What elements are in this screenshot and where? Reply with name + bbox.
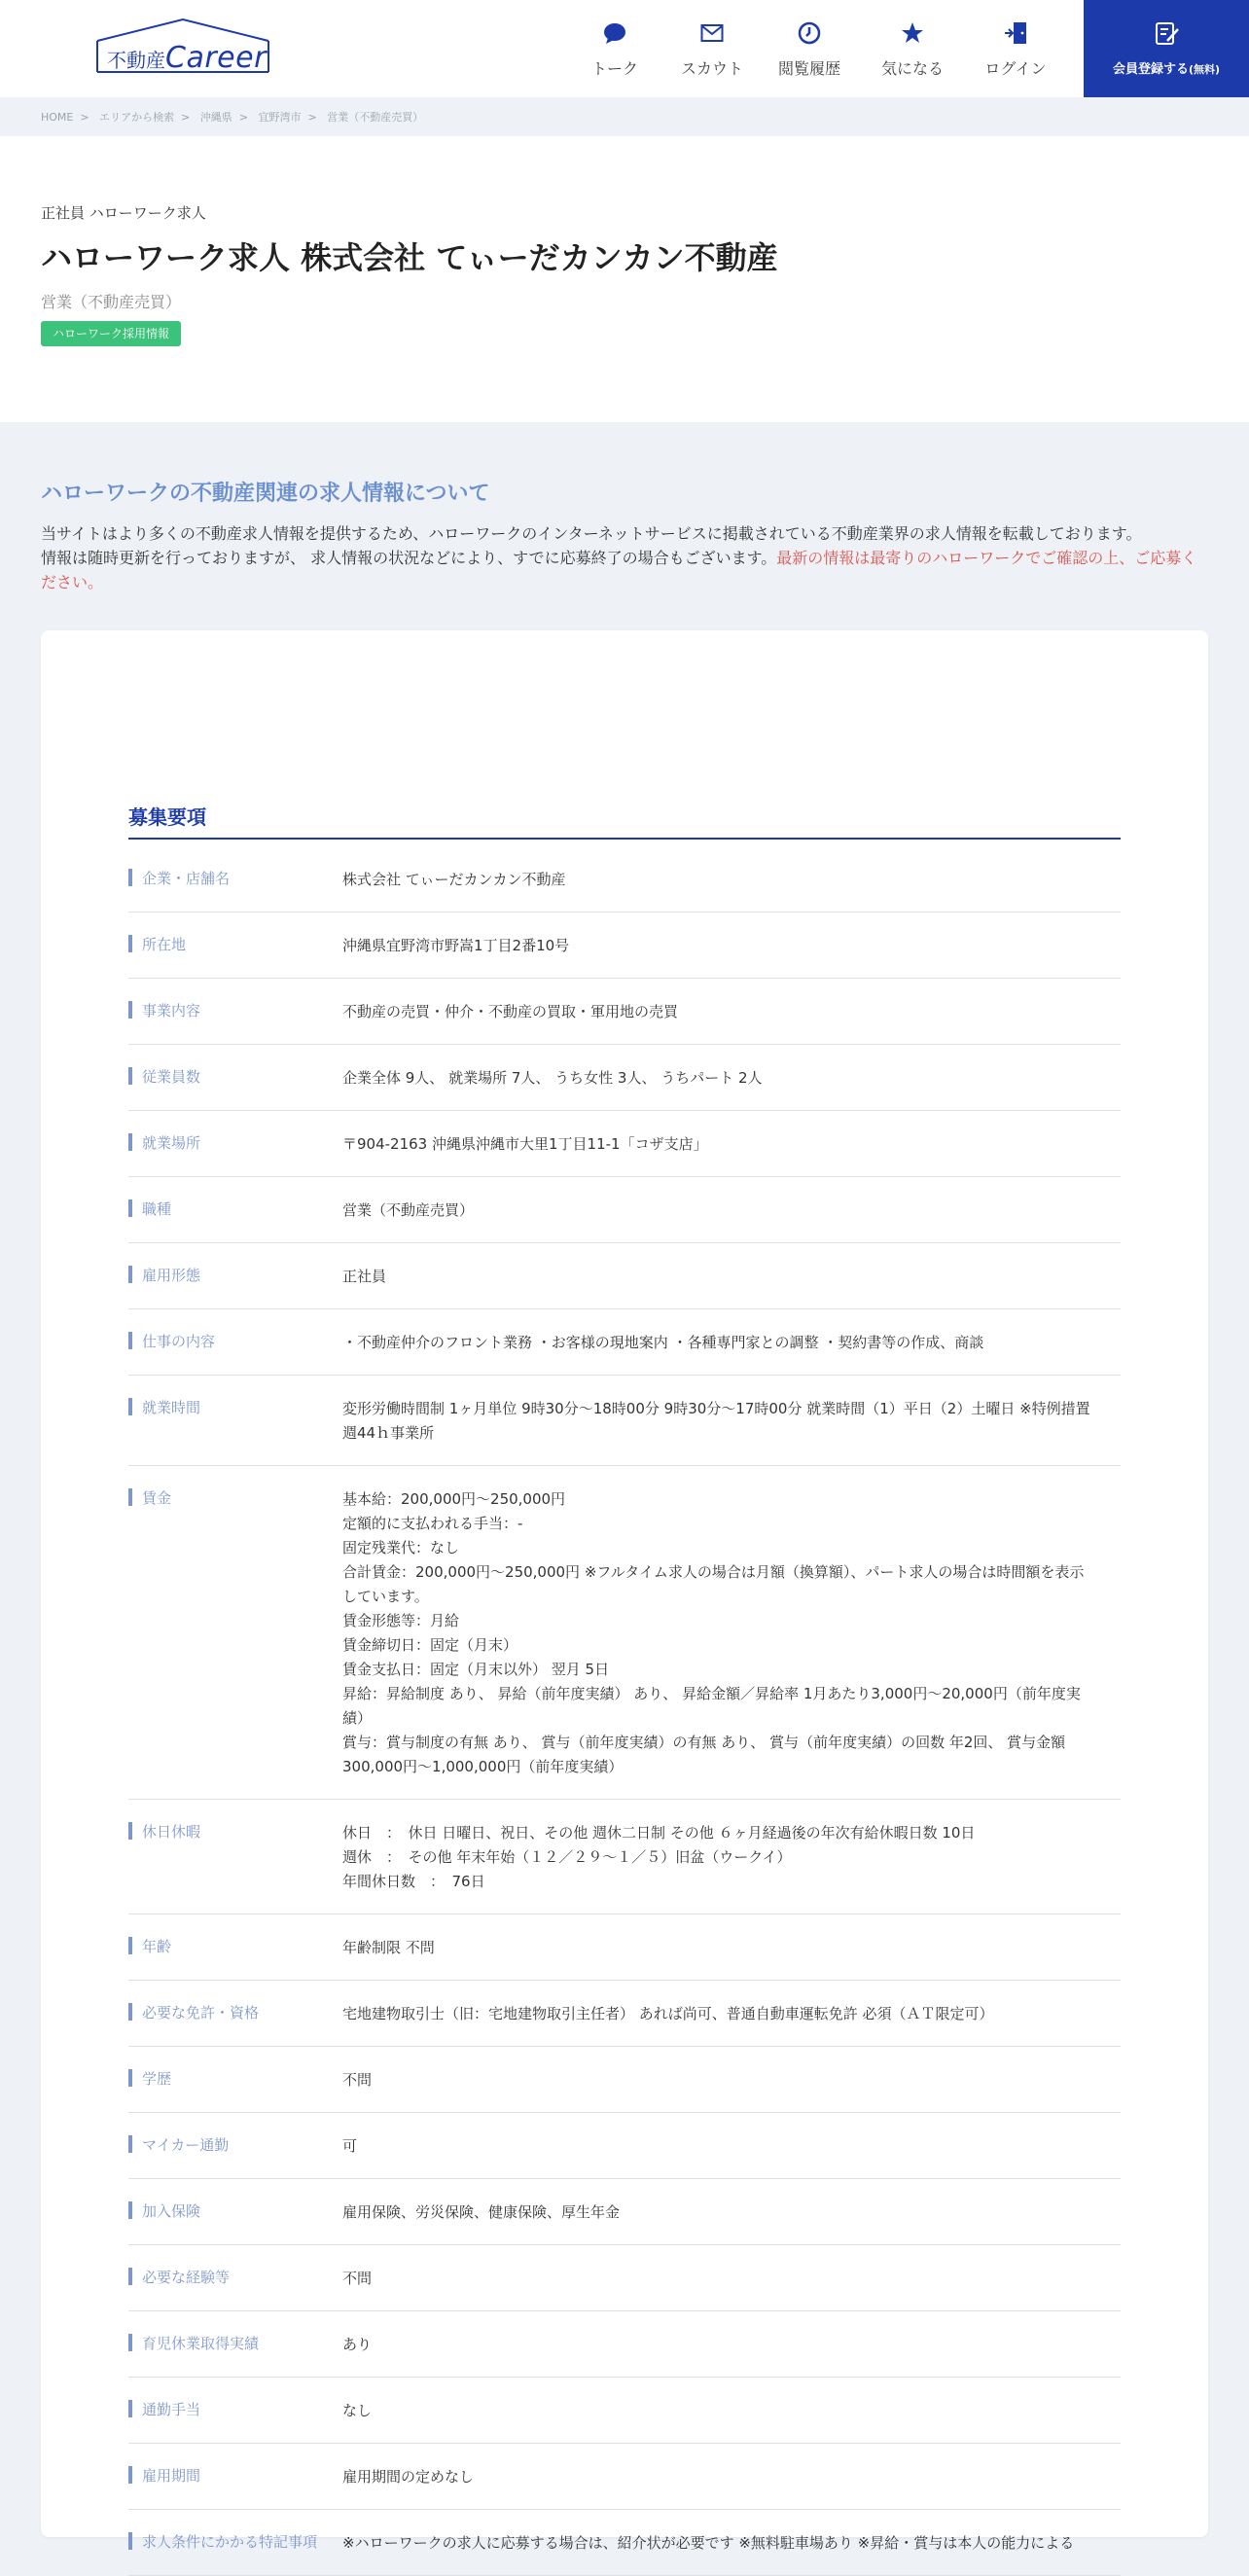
row-value	[342, 1243, 1121, 1308]
row-value	[342, 1981, 1121, 2046]
row-value-line: 基本給：200,000円〜250,000円	[342, 1490, 566, 1508]
nav-scout-label: スカウト	[680, 59, 743, 78]
row-label: 雇用期間	[128, 2465, 200, 2486]
table-row	[128, 2444, 1121, 2510]
row-value-line: 賞与：賞与制度の有無 あり、 賞与（前年度実績）の有無 あり、 賞与（前年度実績）の回数 年2回、 賞与金額 300,000円〜1,000,000円（前年度実績）	[342, 1734, 1066, 1775]
row-label: 年齢	[128, 1936, 171, 1956]
row-value-line: ・不動産仲介のフロント業務 ・お客様の現地案内 ・各種専門家との調整 ・契約書等の作成、商談	[342, 1334, 984, 1351]
row-value-line: 年間休日数 ： 76日	[342, 1873, 485, 1890]
envelope-icon	[700, 21, 724, 45]
row-label: 職種	[128, 1199, 171, 1219]
notice-body	[41, 521, 1208, 594]
row-label: 所在地	[128, 934, 186, 954]
nav-talk-label: トーク	[590, 59, 638, 78]
row-value-line: 雇用保険、労災保険、健康保険、厚生年金	[342, 2203, 621, 2221]
logo-career-text: Career	[165, 41, 267, 75]
table-row	[128, 2510, 1121, 2576]
notice-line-1: 当サイトはより多くの不動産求人情報を提供するため、ハローワークのインターネットサービスに掲載されている不動産業界の求人情報を転載しております。	[41, 524, 1142, 543]
site-header	[0, 0, 1249, 97]
nav-history-label: 閲覧履歴	[777, 59, 840, 78]
breadcrumb-area[interactable]: エリアから検索	[99, 111, 175, 124]
notice-line-2: 情報は随時更新を行っておりますが、 求人情報の状況などにより、すでに応募終了の場合もございます。	[41, 549, 777, 567]
row-value-line: 昇給：昇給制度 あり、 昇給（前年度実績） あり、 昇給金額／昇給率 1月あたり3,000円〜20,000円（前年度実績）	[342, 1685, 1081, 1727]
table-row	[128, 1309, 1121, 1376]
row-value-line: 変形労働時間制 1ヶ月単位 9時30分〜18時00分 9時30分〜17時00分 就業時間（1）平日（2）土曜日 ※特例措置週44ｈ事業所	[342, 1400, 1090, 1442]
table-row	[128, 1466, 1121, 1800]
row-label: 育児休業取得実績	[128, 2333, 259, 2353]
table-row	[128, 2245, 1121, 2311]
row-value-line: 不問	[342, 2270, 373, 2287]
row-value-line: 年齢制限 不問	[342, 1939, 435, 1956]
row-value-line: 賃金形態等：月給	[342, 1612, 460, 1629]
row-label: 休日休暇	[128, 1821, 200, 1842]
nav-scout[interactable]	[663, 0, 761, 97]
requirements-title: 募集要項	[128, 802, 1121, 840]
table-row	[128, 979, 1121, 1045]
row-label: 雇用形態	[128, 1265, 200, 1285]
row-label: 賃金	[128, 1487, 171, 1508]
row-value	[342, 1466, 1121, 1799]
table-row	[128, 2113, 1121, 2179]
breadcrumb-home[interactable]: HOME	[41, 111, 74, 124]
table-row	[128, 2179, 1121, 2245]
job-header	[0, 136, 1249, 422]
row-value	[342, 2245, 1121, 2310]
row-value-line: 不問	[342, 2071, 373, 2089]
row-label: 必要な経験等	[128, 2267, 230, 2287]
row-value-line: 賃金締切日：固定（月末）	[342, 1636, 518, 1654]
job-type: 営業（不動産売買）	[41, 293, 182, 311]
row-value	[342, 2179, 1121, 2244]
row-value-line: 休日 ： 休日 日曜日、祝日、その他 週休二日制 その他 ６ヶ月経過後の年次有給休暇日数 10日	[342, 1824, 976, 1842]
row-label: 仕事の内容	[128, 1331, 215, 1351]
nav-favorites[interactable]	[864, 0, 961, 97]
clock-icon	[798, 21, 821, 45]
breadcrumb-prefecture[interactable]: 沖縄県	[199, 111, 232, 124]
row-value-line: 定額的に支払われる手当：-	[342, 1515, 523, 1532]
edit-document-icon	[1155, 21, 1180, 47]
table-row	[128, 1177, 1121, 1243]
row-label: 就業場所	[128, 1132, 200, 1153]
row-value	[342, 1376, 1121, 1465]
row-value-line: 週休 ： その他 年末年始（１２／２９〜１／５）旧盆（ウークイ）	[342, 1848, 792, 1866]
row-value-line: 正社員	[342, 1268, 387, 1285]
table-row	[128, 1111, 1121, 1177]
table-row	[128, 2378, 1121, 2444]
row-value	[342, 2047, 1121, 2112]
breadcrumb: HOME > エリアから検索 > 沖縄県 > 宜野湾市 > 営業（不動産売買）	[41, 111, 424, 124]
row-value	[342, 1045, 1121, 1110]
row-value-line: ※ハローワークの求人に応募する場合は、紹介状が必要です ※無料駐車場あり ※昇給・賞与は本人の能力による	[342, 2534, 1075, 2552]
row-value	[342, 1800, 1121, 1914]
notice-title: ハローワークの不動産関連の求人情報について	[41, 482, 490, 506]
table-row	[128, 1914, 1121, 1981]
row-value	[342, 1177, 1121, 1242]
row-value	[342, 2510, 1121, 2575]
row-value	[342, 1914, 1121, 1980]
row-value	[342, 846, 1121, 912]
row-value	[342, 2311, 1121, 2377]
table-row	[128, 2311, 1121, 2378]
table-row	[128, 1981, 1121, 2047]
register-button[interactable]	[1084, 0, 1249, 97]
table-row	[128, 1376, 1121, 1466]
table-row	[128, 2047, 1121, 2113]
row-label: 従業員数	[128, 1066, 200, 1087]
row-label: 通勤手当	[128, 2399, 200, 2419]
table-row	[128, 1243, 1121, 1309]
hellowork-badge: ハローワーク採用情報	[41, 321, 181, 346]
row-value-line: 〒904-2163 沖縄県沖縄市大里1丁目11-1「コザ支店」	[342, 1135, 708, 1153]
row-value-line: 固定残業代：なし	[342, 1539, 460, 1556]
row-value-line: 企業全体 9人、 就業場所 7人、 うち女性 3人、 うちパート 2人	[342, 1069, 763, 1087]
row-value-line: 可	[342, 2137, 358, 2155]
nav-login[interactable]	[967, 0, 1064, 97]
requirements-table	[128, 846, 1121, 2576]
chat-bubble-icon	[603, 21, 626, 45]
row-value-line: あり	[342, 2336, 373, 2353]
breadcrumb-city[interactable]: 宜野湾市	[258, 111, 302, 124]
nav-history[interactable]	[761, 0, 858, 97]
row-label: 加入保険	[128, 2200, 200, 2221]
table-row	[128, 1800, 1121, 1914]
breadcrumb-current: 営業（不動産売買）	[327, 111, 424, 124]
row-value-line: なし	[342, 2402, 373, 2419]
logo-text: 不動産	[107, 49, 165, 72]
login-door-icon	[1004, 21, 1027, 45]
row-label: 学歴	[128, 2068, 171, 2089]
job-tags: 正社員 ハローワーク求人	[41, 204, 206, 222]
row-value	[342, 2113, 1121, 2178]
row-label: 企業・店舗名	[128, 868, 230, 888]
row-value	[342, 912, 1121, 978]
row-value	[342, 2378, 1121, 2443]
row-label: 求人条件にかかる特記事項	[128, 2531, 317, 2552]
row-value-line: 株式会社 てぃーだカンカン不動産	[342, 871, 566, 888]
row-value-line: 賃金支払日：固定（月末以外） 翌月 5日	[342, 1661, 610, 1678]
row-value	[342, 1111, 1121, 1176]
star-icon	[901, 21, 924, 45]
row-value-line: 不動産の売買・仲介・不動産の買取・軍用地の売買	[342, 1003, 679, 1020]
row-label: マイカー通勤	[128, 2134, 229, 2155]
row-label: 就業時間	[128, 1397, 200, 1417]
register-label: 会員登録する	[1112, 62, 1189, 77]
row-label: 事業内容	[128, 1000, 200, 1020]
row-value-line: 宅地建物取引士（旧：宅地建物取引主任者） あれば尚可、普通自動車運転免許 必須（ＡＴ限定可）	[342, 2005, 994, 2022]
requirements-card	[41, 630, 1208, 2552]
page-title: ハローワーク求人 株式会社 てぃーだカンカン不動産	[41, 239, 778, 276]
row-value-line: 雇用期間の定めなし	[342, 2468, 475, 2486]
row-value-line: 合計賃金：200,000円〜250,000円 ※フルタイム求人の場合は月額（換算額）、パート求人の場合は時間額を表示しています。	[342, 1563, 1085, 1605]
row-value-line: 沖縄県宜野湾市野嵩1丁目2番10号	[342, 937, 570, 954]
table-row	[128, 846, 1121, 912]
nav-favorites-label: 気になる	[880, 59, 944, 78]
row-value	[342, 979, 1121, 1044]
row-value	[342, 2444, 1121, 2509]
site-logo[interactable]	[95, 18, 270, 74]
nav-login-label: ログイン	[984, 59, 1047, 78]
nav-talk[interactable]	[566, 0, 663, 97]
row-value-line: 営業（不動産売買）	[342, 1201, 475, 1219]
notice-warning: 最新の情報は最寄りのハローワークでご確認の上、ご応募ください。	[41, 549, 1197, 591]
table-row	[128, 912, 1121, 979]
row-value	[342, 1309, 1121, 1375]
row-label: 必要な免許・資格	[128, 2002, 259, 2022]
table-row	[128, 1045, 1121, 1111]
register-free-label: (無料)	[1188, 63, 1221, 76]
